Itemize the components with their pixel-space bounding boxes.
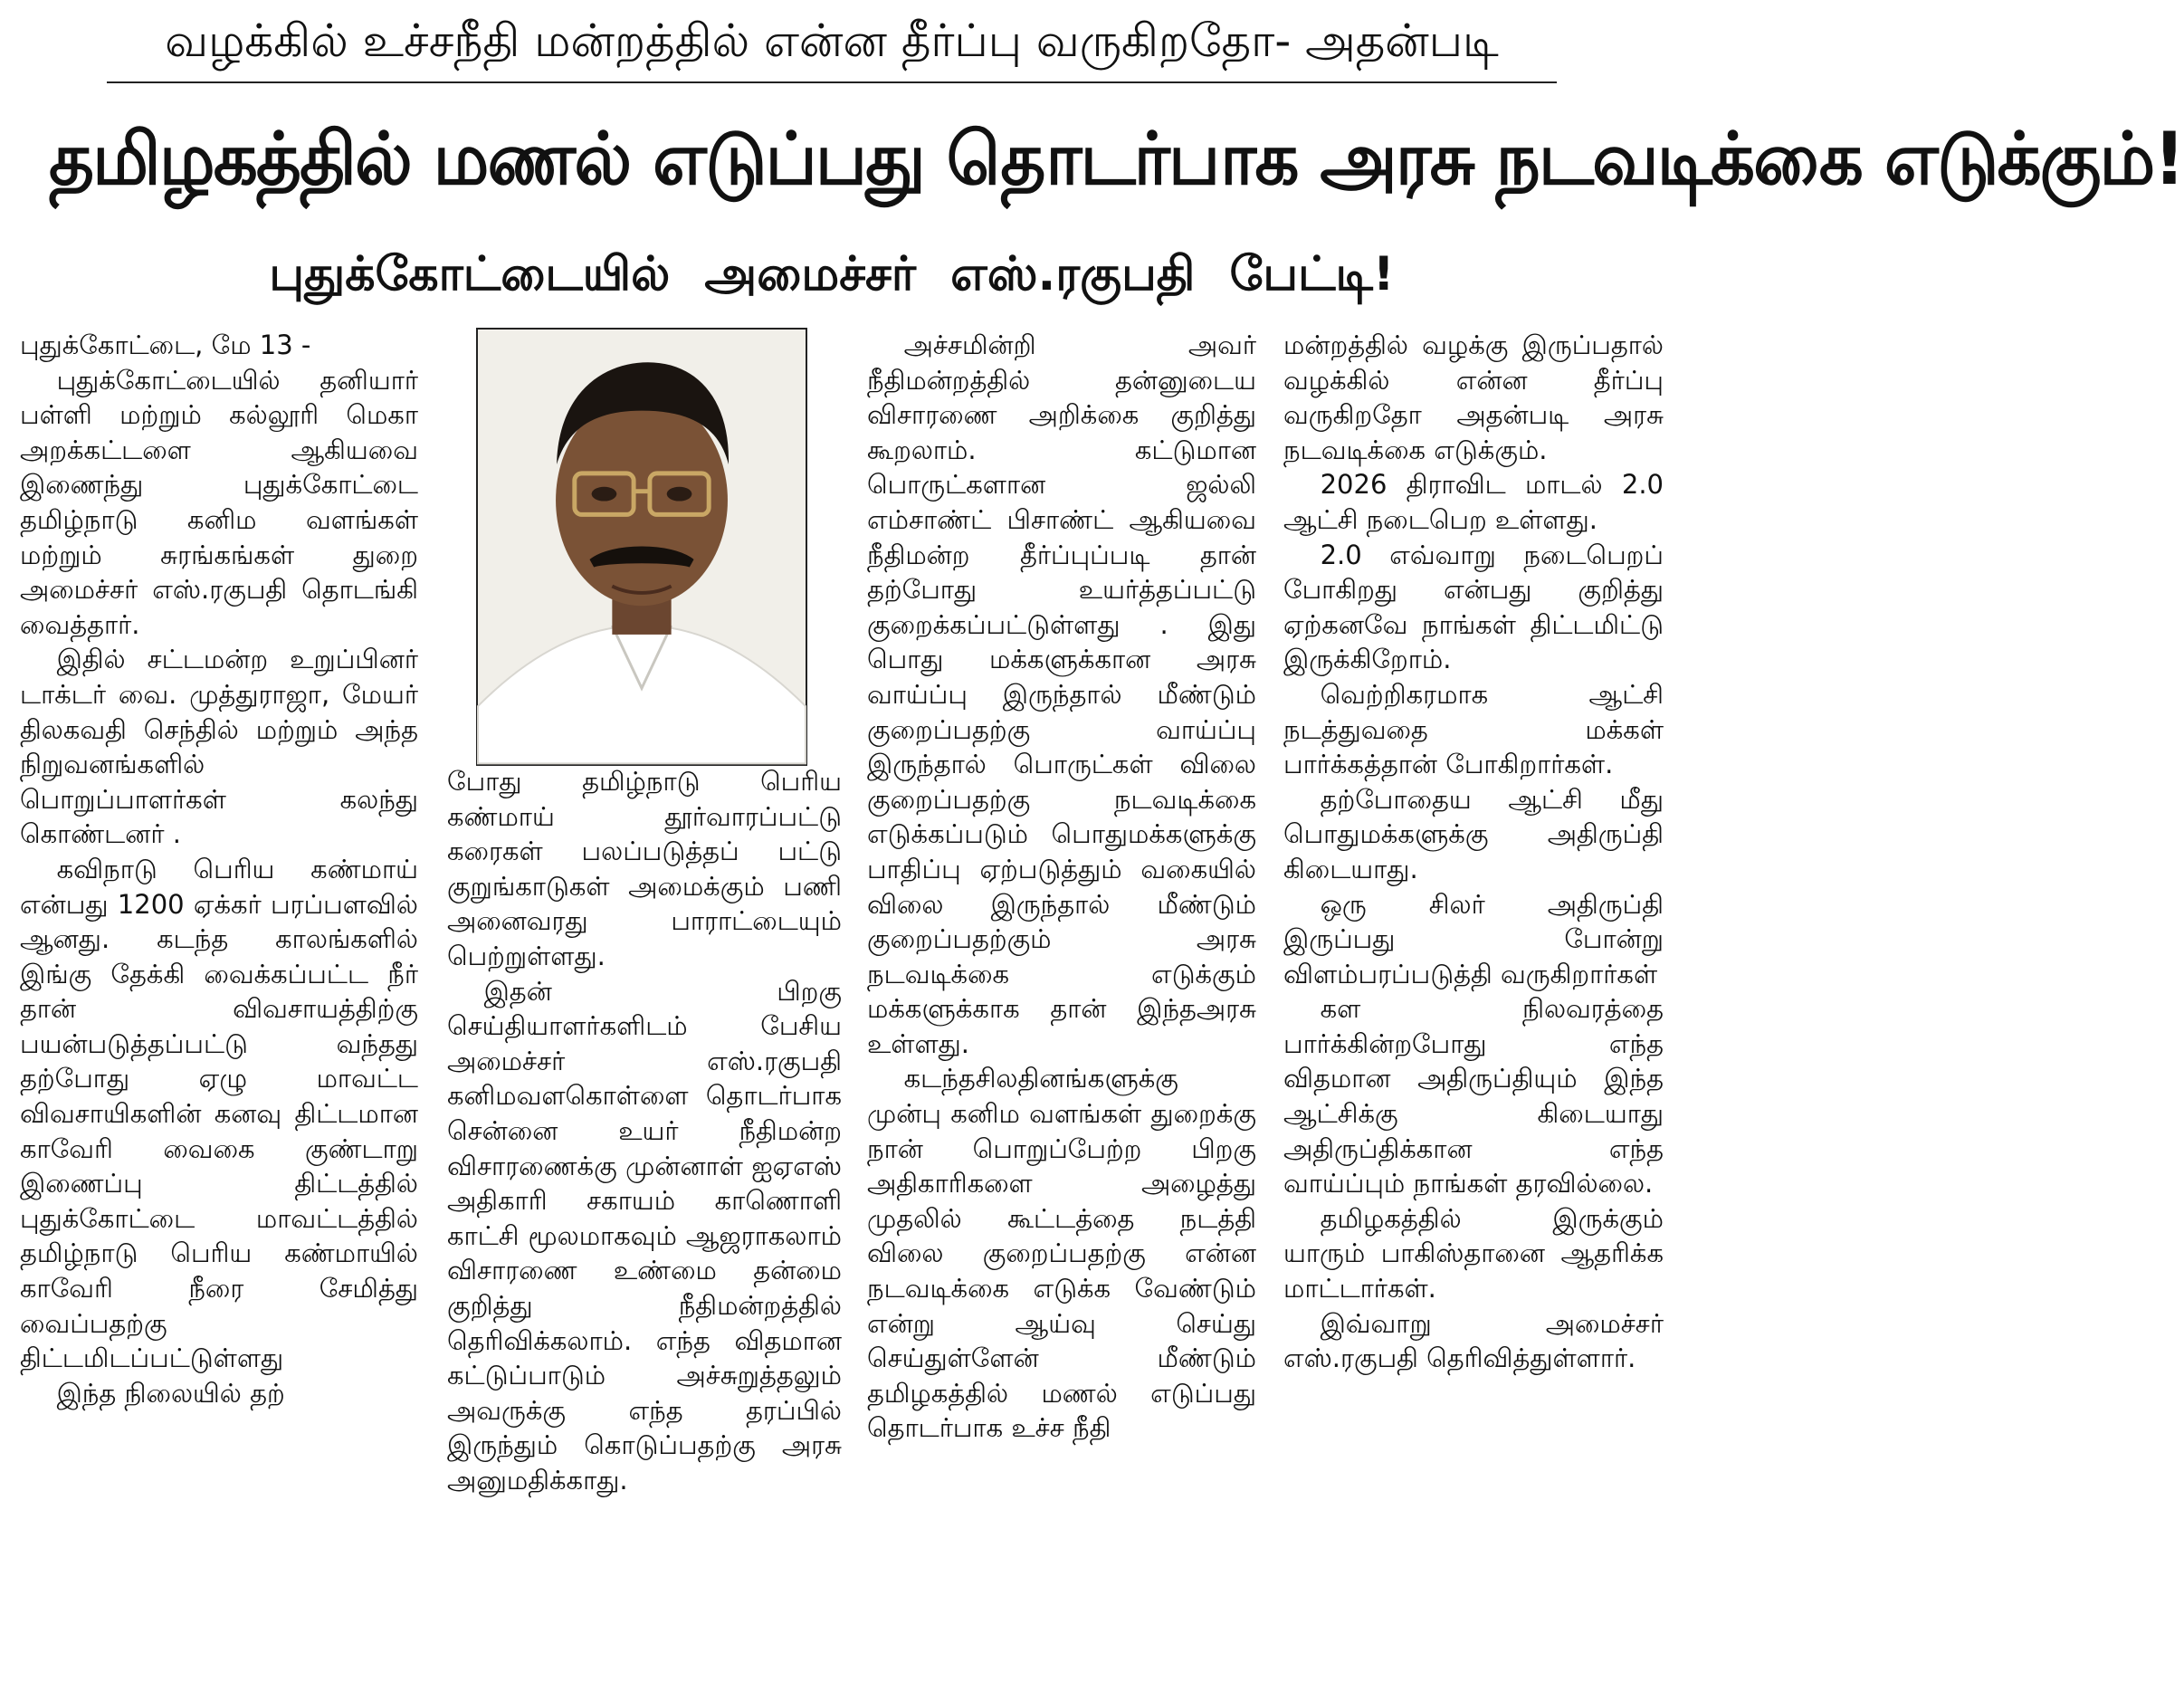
paragraph: 2026 திராவிட மாடல் 2.0 ஆட்சி நடைபெற உள்ளது. xyxy=(1283,469,1664,535)
paragraph: வெற்றிகரமாக ஆட்சி நடத்துவதை மக்கள் பார்க்கத்தான் போகிறார்கள். xyxy=(1283,678,1664,780)
paragraph: புதுக்கோட்டையில் தனியார் பள்ளி மற்றும் கல்லூரி மெகா அறக்கட்டளை ஆகியவை இணைந்து புதுக்கோட்டை தமிழ்நாடு கனிம வளங்கள் மற்றும் சுரங்கங்கள் துறை அமைச்சர் எஸ்.ரகுபதி தொடங்கி வைத்தார். xyxy=(20,364,418,640)
paragraph: கடந்தசிலதினங்களுக்கு முன்பு கனிம வளங்கள் துறைக்கு நான் பொறுப்பேற்ற பிறகு அதிகாரிகளை அழைத்து முதலில் கூட்டத்தை நடத்தி விலை குறைப்பதற்கு என்ன நடவடிக்கை எடுக்க வேண்டும் என்று ஆய்வு செய்து செய்துள்ளேன் மீண்டும் தமிழகத்தில் மணல் எடுப்பது தொடர்பாக உச்ச நீதி xyxy=(867,1063,1256,1444)
dateline: புதுக்கோட்டை, மே 13 - xyxy=(20,330,311,360)
paragraph: இந்த நிலையில் தற் xyxy=(56,1377,285,1409)
paragraph: தமிழகத்தில் இருக்கும் யாரும் பாகிஸ்தானை ஆதரிக்க மாட்டார்கள். xyxy=(1283,1202,1664,1305)
paragraph: இவ்வாறு அமைச்சர் எஸ்.ரகுபதி தெரிவித்துள்ளார். xyxy=(1283,1307,1664,1374)
paragraph: மன்றத்தில் வழக்கு இருப்பதால் வழக்கில் என்ன தீர்ப்பு வருகிறதோ அதன்படி அரசு நடவடிக்கை எடுக்கும். xyxy=(1283,330,1664,465)
article-body xyxy=(16,315,1664,1664)
paragraph: போது தமிழ்நாடு பெரிய கண்மாய் தூர்வாரப்பட்டு கரைகள் பலப்படுத்தப் பட்டு குறுங்காடுகள் அமைக்கும் பணி அனைவரது பாராட்டையும் பெற்றுள்ளது. xyxy=(447,766,842,971)
kicker-line: வழக்கில் உச்சநீதி மன்றத்தில் என்ன தீர்ப்பு வருகிறதோ- அதன்படி xyxy=(165,14,1499,67)
paragraph: கள நிலவரத்தை பார்க்கின்றபோது எந்த விதமான அதிருப்தியும் இந்த ஆட்சிக்கு கிடையாது அதிருப்திக்கான எந்த வாய்ப்பும் நாங்கள் தரவில்லை. xyxy=(1283,993,1664,1199)
subheadline: புதுக்கோட்டையில் அமைச்சர் எஸ்.ரகுபதி பேட்டி! xyxy=(269,247,1395,301)
paragraph: இதில் சட்டமன்ற உறுப்பினர் டாக்டர் வை. முத்துராஜா, மேயர் திலகவதி செந்தில் மற்றும் அந்த நிறுவனங்களில் பொறுப்பாளர்கள் கலந்து கொண்டனர் . xyxy=(20,644,418,850)
minister-photo[interactable] xyxy=(476,328,807,766)
paragraph: ஒரு சிலர் அதிருப்தி இருப்பது போன்று விளம்பரப்படுத்தி வருகிறார்கள் xyxy=(1283,888,1664,989)
paragraph: அச்சமின்றி அவர் நீதிமன்றத்தில் தன்னுடைய விசாரணை அறிக்கை குறித்து கூறலாம். கட்டுமான பொருட்களான ஜல்லி எம்சாண்ட் பிசாண்ட் ஆகியவை நீதிமன்ற தீர்ப்புப்படி தான் தற்போது உயர்த்தப்பட்டு குறைக்கப்பட்டுள்ளது . இது பொது மக்களுக்கான அரசு வாய்ப்பு இருந்தால் மீண்டும் குறைப்பதற்கு வாய்ப்பு இருந்தால் பொருட்கள் விலை குறைப்பதற்கு நடவடிக்கை எடுக்கப்படும் பொதுமக்களுக்கு பாதிப்பு ஏற்படுத்தும் வகையில் விலை இருந்தால் மீண்டும் குறைப்பதற்கும் அரசு நடவடிக்கை எடுக்கும் மக்களுக்காக தான் இந்தஅரசு உள்ளது. xyxy=(867,330,1256,1059)
article-column-4 xyxy=(1283,328,1664,1376)
article-column-2 xyxy=(447,764,842,1497)
headline: தமிழகத்தில் மணல் எடுப்பது தொடர்பாக அரசு நடவடிக்கை எடுக்கும்! xyxy=(49,117,2184,201)
paragraph: தற்போதைய ஆட்சி மீது பொதுமக்களுக்கு அதிருப்தி கிடையாது. xyxy=(1283,783,1664,884)
article-column-3 xyxy=(867,328,1256,1446)
paragraph: கவிநாடு பெரிய கண்மாய் என்பது 1200 ஏக்கர் பரப்பளவில் ஆனது. கடந்த காலங்களில் இங்கு தேக்கி வைக்கப்பட்ட நீர் தான் விவசாயத்திற்கு பயன்படுத்தப்பட்டு வந்தது தற்போது ஏழு மாவட்ட விவசாயிகளின் கனவு திட்டமான காவேரி வைகை குண்டாறு இணைப்பு திட்டத்தில் புதுக்கோட்டை மாவட்டத்தில் தமிழ்நாடு பெரிய கண்மாயில் காவேரி நீரை சேமித்து வைப்பதற்கு திட்டமிடப்பட்டுள்ளது xyxy=(20,853,418,1374)
article-column-1 xyxy=(20,328,418,1410)
portrait-icon xyxy=(478,330,806,764)
paragraph: இதன் பிறகு செய்தியாளர்களிடம் பேசிய அமைச்சர் எஸ்.ரகுபதி கனிமவளகொள்ளை தொடர்பாக சென்னை உயர் நீதிமன்ற விசாரணைக்கு முன்னாள் ஐஏஎஸ் அதிகாரி சகாயம் காணொளி காட்சி மூலமாகவும் ஆஜராகலாம் விசாரணை உண்மை தன்மை குறித்து நீதிமன்றத்தில் தெரிவிக்கலாம். எந்த விதமான கட்டுப்பாடும் அச்சுறுத்தலும் அவருக்கு எந்த தரப்பில் இருந்தும் கொடுப்பதற்கு அரசு அனுமதிக்காது. xyxy=(447,975,842,1496)
paragraph: 2.0 எவ்வாறு நடைபெறப் போகிறது என்பது குறித்து ஏற்கனவே நாங்கள் திட்டமிட்டு இருக்கிறோம். xyxy=(1283,539,1664,675)
